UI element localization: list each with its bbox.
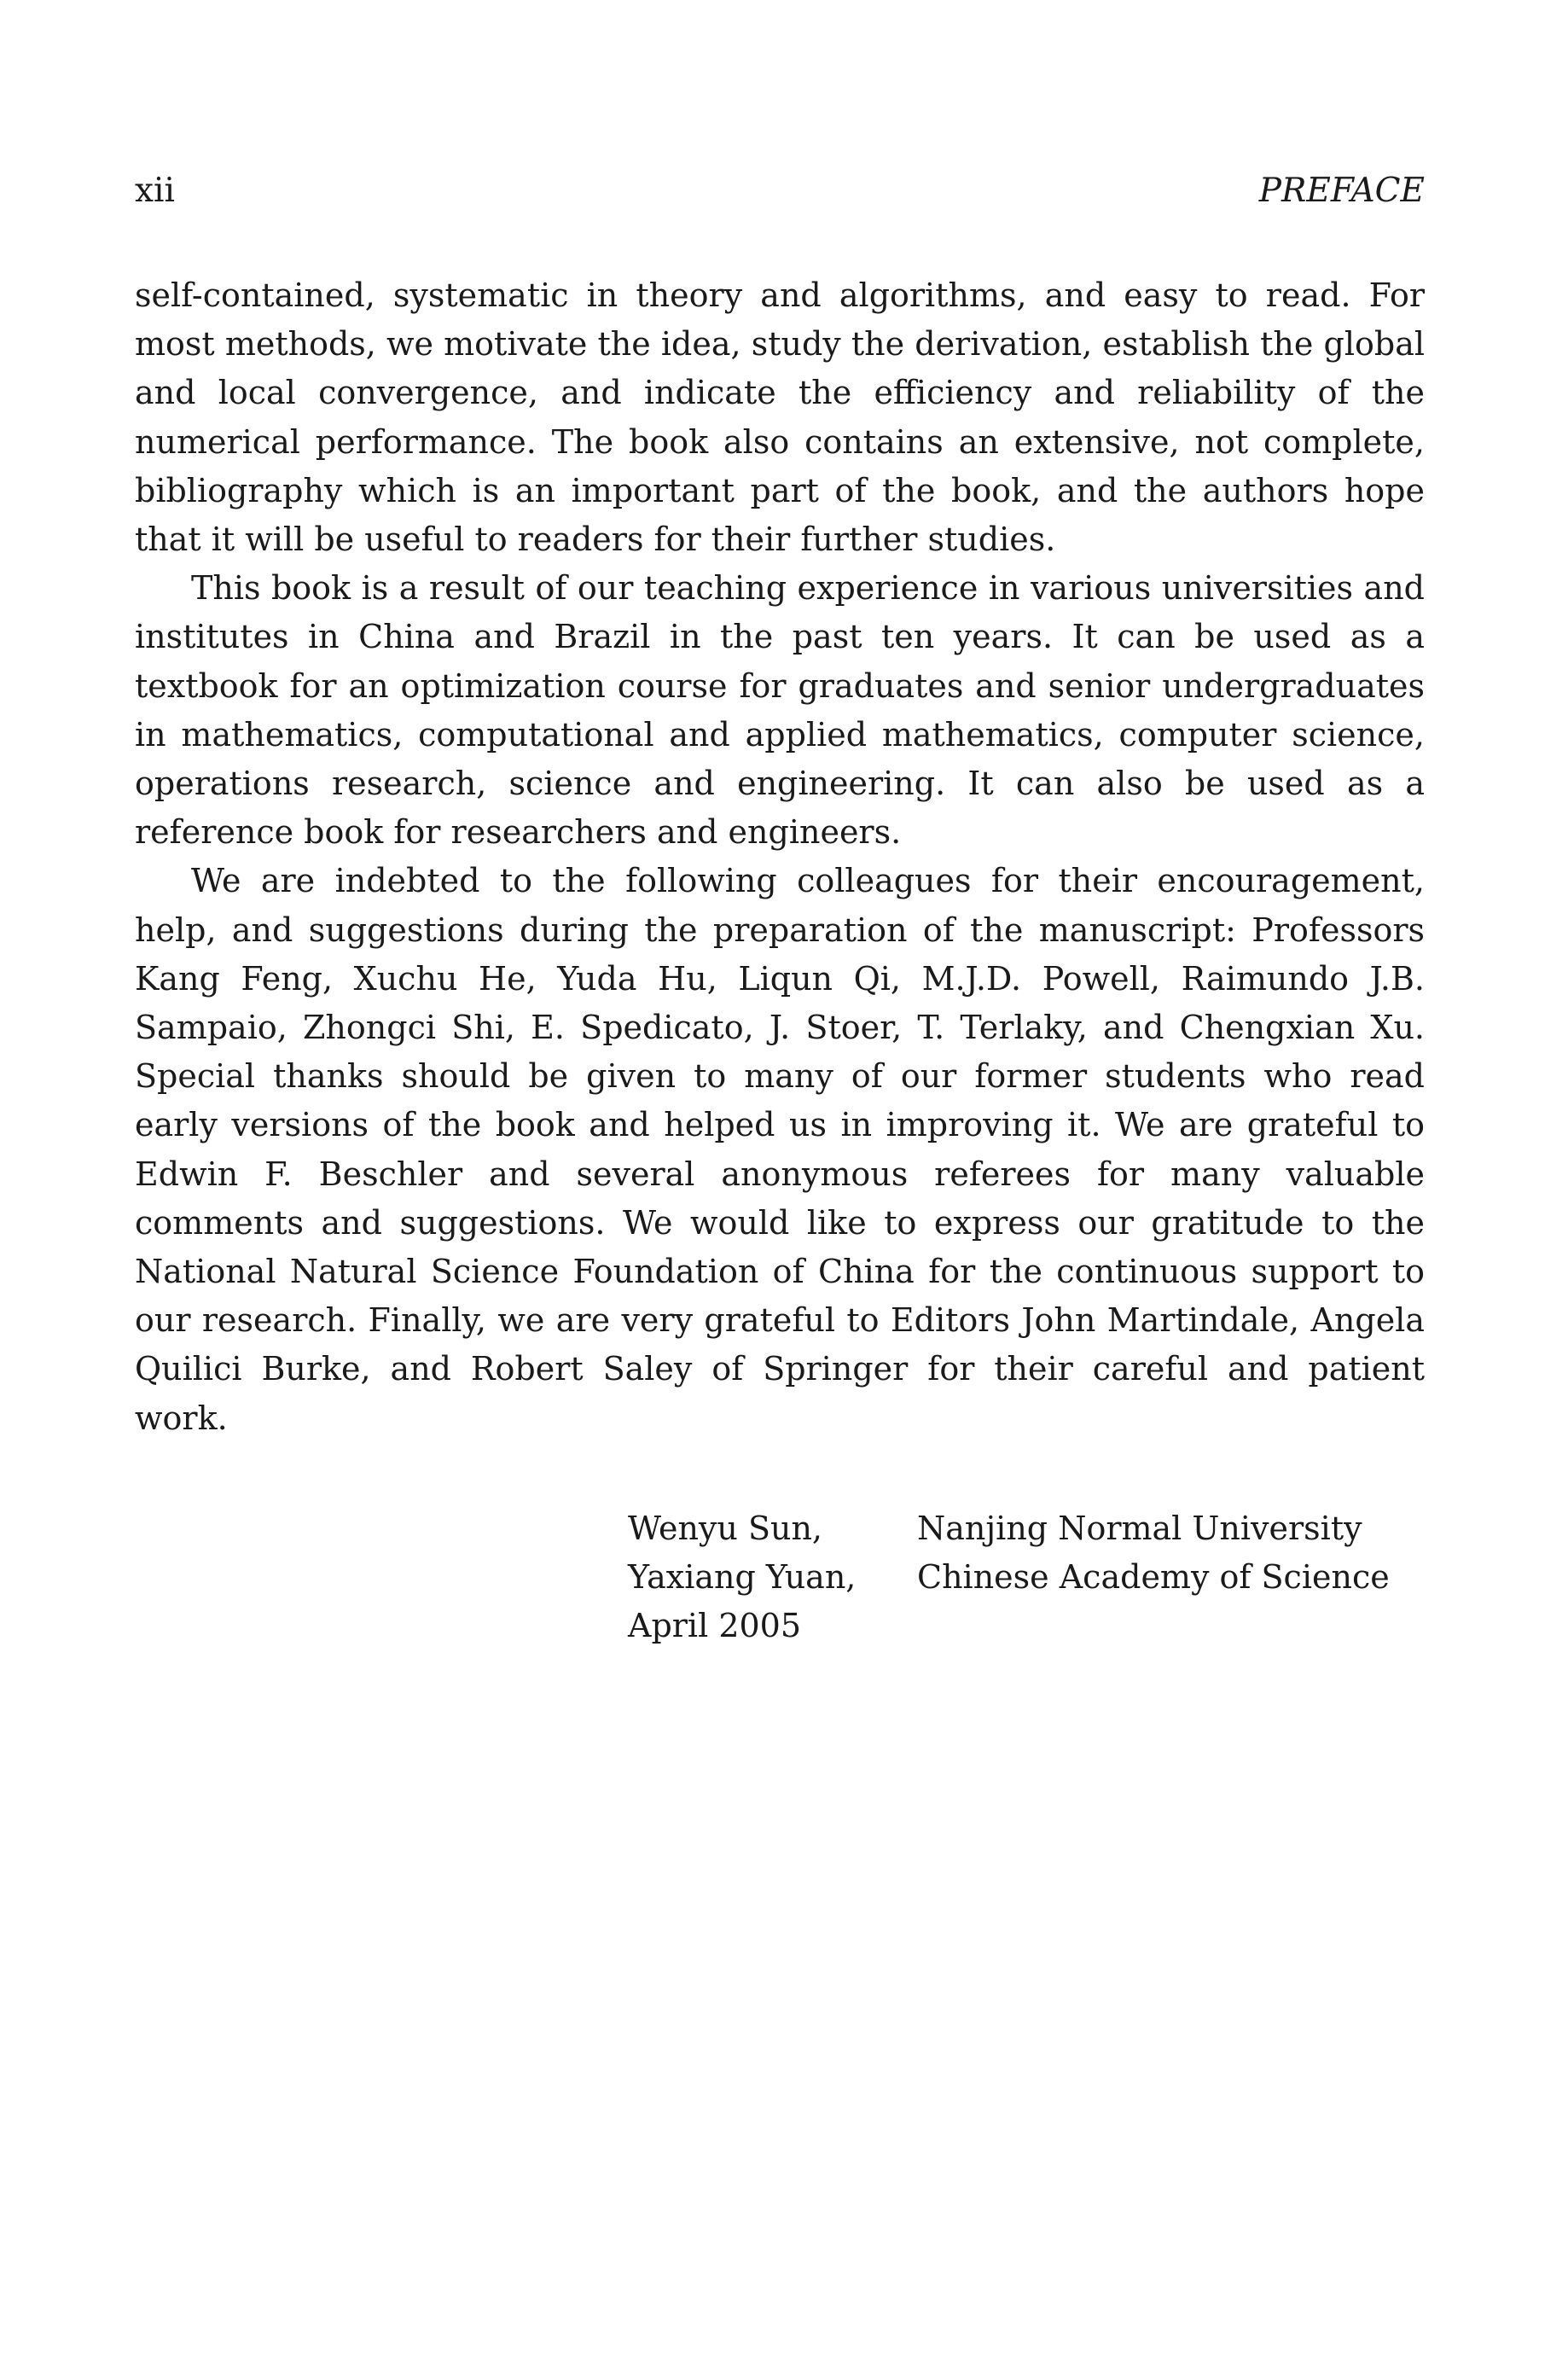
- signature-block: [628, 1504, 1390, 1651]
- page-number: xii: [135, 172, 175, 210]
- paragraph-2: This book is a result of our teaching experience in various universities and institutes in China and Brazil in the past ten years. It can be used as a textbook for an optimization course for graduates and senior undergraduates in mathematics, computational and applied mathematics, computer science, operations research, science and engineering. It can also be used as a reference book for researchers and engineers.: [135, 569, 1425, 852]
- signature-row-1: [628, 1504, 1390, 1553]
- signature-row-3: [628, 1602, 1390, 1650]
- paragraph-3: We are indebted to the following colleagues for their encouragement, help, and suggestions during the preparation of the manuscript: Professors Kang Feng, Xuchu He, Yuda Hu, Liqun Qi, M.J.D. Powell, Raimundo J.B. Sampaio, Zhongci Shi, E. Spedicato, J. Stoer, T. Terlaky, and Chengxian Xu. Special thanks should be given to many of our former students who read early versions of the book and helped us in improving it. We are grateful to Edwin F. Beschler and several anonymous referees for many valuable comments and suggestions. We would like to express our gratitude to the National Natural Science Foundation of China for the continuous support to our research. Finally, we are very grateful to Editors John Martindale, Angela Quilici Burke, and Robert Saley of Springer for their careful and patient work.: [135, 862, 1425, 1437]
- author-affiliation-1: Nanjing Normal University: [917, 1510, 1362, 1547]
- running-title: PREFACE: [1258, 172, 1425, 210]
- signature-date: April 2005: [628, 1607, 802, 1645]
- author-affiliation-2: Chinese Academy of Science: [917, 1558, 1390, 1597]
- paragraph-1: self-contained, systematic in theory and algorithms, and easy to read. For most methods, we motivate the idea, study the derivation, establish the global and local convergence, and indicate the efficiency and reliability of the numerical performance. The book also contains an extensive, not complete, bibliography which is an important part of the book, and the authors hope that it will be useful to readers for their further studies.: [135, 276, 1425, 559]
- signature-row-2: [628, 1553, 1390, 1602]
- author-name-1: Wenyu Sun,: [628, 1510, 822, 1547]
- page-header: [135, 167, 1425, 215]
- author-name-2: Yaxiang Yuan,: [628, 1558, 857, 1597]
- preface-body: [135, 271, 1425, 1443]
